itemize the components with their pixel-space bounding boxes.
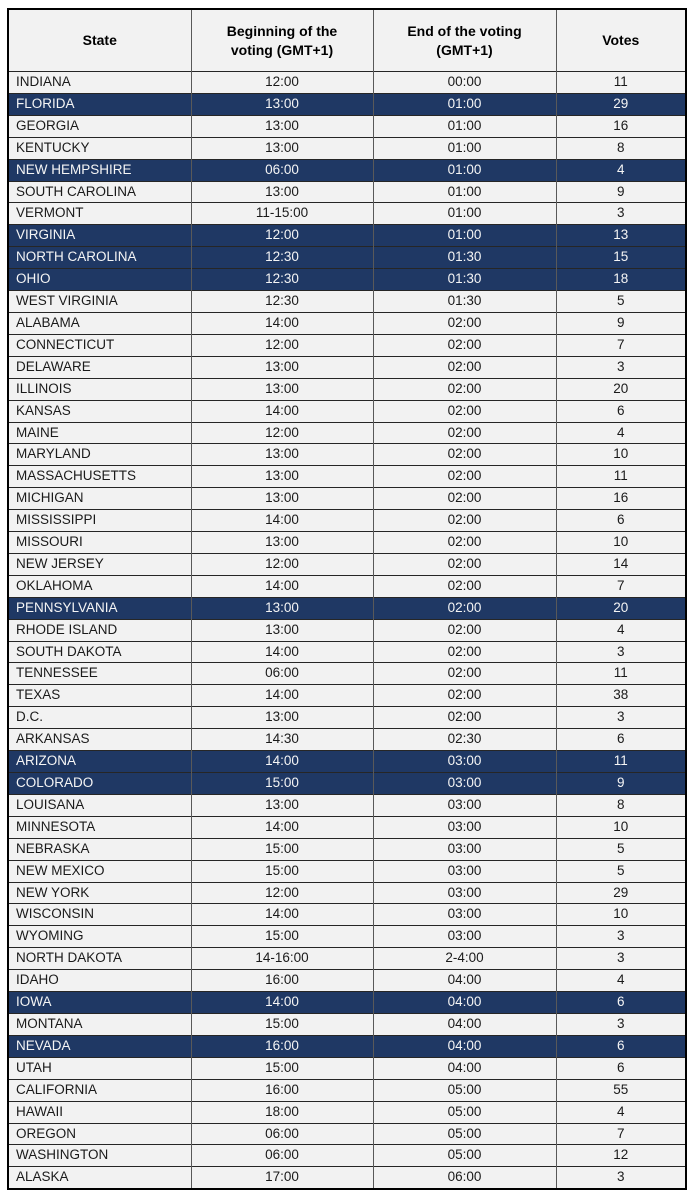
table-row (8, 794, 686, 816)
table-row (8, 926, 686, 948)
end-time-cell: 02:00 (373, 312, 556, 334)
table-row (8, 444, 686, 466)
end-time-cell: 02:00 (373, 356, 556, 378)
begin-time-cell: 11-15:00 (191, 203, 373, 225)
table-row (8, 1101, 686, 1123)
end-time-cell: 03:00 (373, 926, 556, 948)
end-time-cell: 02:00 (373, 597, 556, 619)
table-row (8, 400, 686, 422)
state-cell: WASHINGTON (8, 1145, 191, 1167)
end-time-cell: 01:30 (373, 247, 556, 269)
state-cell: UTAH (8, 1057, 191, 1079)
state-cell: PENNSYLVANIA (8, 597, 191, 619)
state-cell: MONTANA (8, 1013, 191, 1035)
begin-time-cell: 16:00 (191, 970, 373, 992)
state-cell: NEBRASKA (8, 838, 191, 860)
end-time-cell: 02:00 (373, 532, 556, 554)
votes-cell: 3 (556, 926, 686, 948)
table-row (8, 619, 686, 641)
table-row (8, 225, 686, 247)
votes-cell: 29 (556, 882, 686, 904)
voting-table (7, 8, 687, 1190)
begin-time-cell: 12:00 (191, 334, 373, 356)
state-cell: MICHIGAN (8, 488, 191, 510)
votes-cell: 10 (556, 904, 686, 926)
begin-time-cell: 15:00 (191, 860, 373, 882)
state-cell: ALABAMA (8, 312, 191, 334)
end-time-cell: 02:00 (373, 707, 556, 729)
state-cell: NEVADA (8, 1035, 191, 1057)
end-time-cell: 04:00 (373, 1013, 556, 1035)
begin-time-cell: 13:00 (191, 532, 373, 554)
votes-cell: 4 (556, 619, 686, 641)
state-cell: KENTUCKY (8, 137, 191, 159)
table-row (8, 488, 686, 510)
table-row (8, 356, 686, 378)
votes-cell: 12 (556, 1145, 686, 1167)
table-row (8, 1035, 686, 1057)
state-cell: ALASKA (8, 1167, 191, 1189)
state-cell: INDIANA (8, 72, 191, 94)
table-row (8, 510, 686, 532)
votes-cell: 9 (556, 181, 686, 203)
end-time-cell: 02:00 (373, 444, 556, 466)
votes-cell: 20 (556, 378, 686, 400)
table-header (8, 9, 686, 72)
table-row (8, 992, 686, 1014)
table-row (8, 115, 686, 137)
state-cell: MAINE (8, 422, 191, 444)
state-cell: MARYLAND (8, 444, 191, 466)
votes-cell: 16 (556, 488, 686, 510)
votes-cell: 6 (556, 992, 686, 1014)
begin-time-cell: 13:00 (191, 137, 373, 159)
votes-cell: 4 (556, 159, 686, 181)
votes-cell: 9 (556, 312, 686, 334)
state-cell: FLORIDA (8, 93, 191, 115)
begin-time-cell: 12:30 (191, 269, 373, 291)
state-cell: SOUTH DAKOTA (8, 641, 191, 663)
header-votes: Votes (556, 9, 686, 72)
end-time-cell: 02:00 (373, 685, 556, 707)
end-time-cell: 01:30 (373, 291, 556, 313)
table-row (8, 663, 686, 685)
table-row (8, 312, 686, 334)
begin-time-cell: 14:00 (191, 641, 373, 663)
end-time-cell: 03:00 (373, 751, 556, 773)
votes-cell: 11 (556, 72, 686, 94)
begin-time-cell: 14:00 (191, 816, 373, 838)
begin-time-cell: 12:00 (191, 225, 373, 247)
table-row (8, 466, 686, 488)
state-cell: LOUISANA (8, 794, 191, 816)
state-cell: D.C. (8, 707, 191, 729)
state-cell: NEW JERSEY (8, 553, 191, 575)
table-row (8, 1123, 686, 1145)
begin-time-cell: 12:00 (191, 422, 373, 444)
end-time-cell: 05:00 (373, 1079, 556, 1101)
state-cell: WISCONSIN (8, 904, 191, 926)
begin-time-cell: 14:00 (191, 685, 373, 707)
begin-time-cell: 16:00 (191, 1035, 373, 1057)
state-cell: OHIO (8, 269, 191, 291)
begin-time-cell: 13:00 (191, 93, 373, 115)
table-row (8, 641, 686, 663)
begin-time-cell: 06:00 (191, 663, 373, 685)
state-cell: OREGON (8, 1123, 191, 1145)
state-cell: MASSACHUSETTS (8, 466, 191, 488)
end-time-cell: 01:00 (373, 181, 556, 203)
begin-time-cell: 06:00 (191, 1123, 373, 1145)
end-time-cell: 05:00 (373, 1145, 556, 1167)
votes-cell: 7 (556, 334, 686, 356)
table-row (8, 181, 686, 203)
begin-time-cell: 17:00 (191, 1167, 373, 1189)
votes-cell: 15 (556, 247, 686, 269)
end-time-cell: 04:00 (373, 1057, 556, 1079)
begin-time-cell: 13:00 (191, 356, 373, 378)
table-row (8, 904, 686, 926)
begin-time-cell: 12:00 (191, 882, 373, 904)
end-time-cell: 04:00 (373, 970, 556, 992)
table-row (8, 334, 686, 356)
header-row (8, 9, 686, 72)
end-time-cell: 03:00 (373, 816, 556, 838)
end-time-cell: 03:00 (373, 773, 556, 795)
state-cell: RHODE ISLAND (8, 619, 191, 641)
votes-cell: 38 (556, 685, 686, 707)
begin-time-cell: 14:00 (191, 992, 373, 1014)
table-row (8, 291, 686, 313)
begin-time-cell: 18:00 (191, 1101, 373, 1123)
header-state: State (8, 9, 191, 72)
end-time-cell: 03:00 (373, 794, 556, 816)
end-time-cell: 04:00 (373, 992, 556, 1014)
votes-cell: 4 (556, 1101, 686, 1123)
votes-cell: 10 (556, 444, 686, 466)
state-cell: MISSOURI (8, 532, 191, 554)
votes-cell: 14 (556, 553, 686, 575)
end-time-cell: 02:00 (373, 466, 556, 488)
votes-cell: 6 (556, 1057, 686, 1079)
table-row (8, 72, 686, 94)
votes-cell: 3 (556, 641, 686, 663)
votes-cell: 10 (556, 816, 686, 838)
votes-cell: 5 (556, 291, 686, 313)
begin-time-cell: 13:00 (191, 597, 373, 619)
state-cell: GEORGIA (8, 115, 191, 137)
header-end-voting: End of the voting (GMT+1) (373, 9, 556, 72)
end-time-cell: 05:00 (373, 1101, 556, 1123)
end-time-cell: 02:00 (373, 619, 556, 641)
votes-cell: 5 (556, 838, 686, 860)
table-row (8, 269, 686, 291)
end-time-cell: 02:00 (373, 641, 556, 663)
table-row (8, 729, 686, 751)
votes-cell: 11 (556, 663, 686, 685)
table-row (8, 93, 686, 115)
table-row (8, 773, 686, 795)
table-row (8, 1057, 686, 1079)
state-cell: NORTH DAKOTA (8, 948, 191, 970)
state-cell: KANSAS (8, 400, 191, 422)
begin-time-cell: 15:00 (191, 926, 373, 948)
begin-time-cell: 15:00 (191, 838, 373, 860)
end-time-cell: 05:00 (373, 1123, 556, 1145)
table-row (8, 816, 686, 838)
end-time-cell: 02:00 (373, 663, 556, 685)
end-time-cell: 02:00 (373, 400, 556, 422)
table-row (8, 378, 686, 400)
begin-time-cell: 13:00 (191, 488, 373, 510)
table-row (8, 1079, 686, 1101)
state-cell: MISSISSIPPI (8, 510, 191, 532)
begin-time-cell: 14:00 (191, 400, 373, 422)
begin-time-cell: 14:00 (191, 904, 373, 926)
state-cell: HAWAII (8, 1101, 191, 1123)
state-cell: ARIZONA (8, 751, 191, 773)
state-cell: CONNECTICUT (8, 334, 191, 356)
votes-cell: 8 (556, 137, 686, 159)
table-row (8, 575, 686, 597)
end-time-cell: 02:00 (373, 378, 556, 400)
votes-cell: 3 (556, 948, 686, 970)
end-time-cell: 01:00 (373, 225, 556, 247)
state-cell: IOWA (8, 992, 191, 1014)
state-cell: CALIFORNIA (8, 1079, 191, 1101)
end-time-cell: 00:00 (373, 72, 556, 94)
votes-cell: 29 (556, 93, 686, 115)
begin-time-cell: 15:00 (191, 1013, 373, 1035)
votes-cell: 3 (556, 203, 686, 225)
votes-cell: 3 (556, 356, 686, 378)
state-cell: SOUTH CAROLINA (8, 181, 191, 203)
state-cell: WYOMING (8, 926, 191, 948)
end-time-cell: 03:00 (373, 904, 556, 926)
table-row (8, 685, 686, 707)
begin-time-cell: 13:00 (191, 115, 373, 137)
votes-cell: 11 (556, 466, 686, 488)
table-row (8, 247, 686, 269)
end-time-cell: 03:00 (373, 882, 556, 904)
state-cell: MINNESOTA (8, 816, 191, 838)
votes-cell: 3 (556, 1013, 686, 1035)
votes-cell: 13 (556, 225, 686, 247)
end-time-cell: 03:00 (373, 860, 556, 882)
begin-time-cell: 13:00 (191, 619, 373, 641)
begin-time-cell: 13:00 (191, 444, 373, 466)
begin-time-cell: 12:30 (191, 291, 373, 313)
header-begin-voting: Beginning of the voting (GMT+1) (191, 9, 373, 72)
begin-time-cell: 12:00 (191, 72, 373, 94)
table-row (8, 838, 686, 860)
begin-time-cell: 14:00 (191, 510, 373, 532)
end-time-cell: 02:00 (373, 553, 556, 575)
begin-time-cell: 16:00 (191, 1079, 373, 1101)
begin-time-cell: 13:00 (191, 707, 373, 729)
begin-time-cell: 15:00 (191, 1057, 373, 1079)
end-time-cell: 04:00 (373, 1035, 556, 1057)
end-time-cell: 02:00 (373, 422, 556, 444)
state-cell: IDAHO (8, 970, 191, 992)
end-time-cell: 02:00 (373, 575, 556, 597)
votes-cell: 6 (556, 510, 686, 532)
begin-time-cell: 13:00 (191, 794, 373, 816)
table-row (8, 970, 686, 992)
state-cell: ARKANSAS (8, 729, 191, 751)
table-row (8, 137, 686, 159)
state-cell: TENNESSEE (8, 663, 191, 685)
votes-cell: 4 (556, 970, 686, 992)
end-time-cell: 02:30 (373, 729, 556, 751)
votes-cell: 8 (556, 794, 686, 816)
table-body (8, 72, 686, 1190)
state-cell: NEW HEMPSHIRE (8, 159, 191, 181)
end-time-cell: 01:00 (373, 203, 556, 225)
votes-cell: 10 (556, 532, 686, 554)
votes-cell: 7 (556, 1123, 686, 1145)
table-row (8, 203, 686, 225)
table-row (8, 882, 686, 904)
end-time-cell: 01:00 (373, 93, 556, 115)
votes-cell: 11 (556, 751, 686, 773)
state-cell: TEXAS (8, 685, 191, 707)
table-row (8, 159, 686, 181)
table-row (8, 751, 686, 773)
begin-time-cell: 06:00 (191, 1145, 373, 1167)
table-row (8, 597, 686, 619)
table-row (8, 707, 686, 729)
begin-time-cell: 12:00 (191, 553, 373, 575)
votes-cell: 9 (556, 773, 686, 795)
table-row (8, 1145, 686, 1167)
state-cell: COLORADO (8, 773, 191, 795)
table-row (8, 532, 686, 554)
end-time-cell: 01:30 (373, 269, 556, 291)
end-time-cell: 2-4:00 (373, 948, 556, 970)
state-cell: VERMONT (8, 203, 191, 225)
end-time-cell: 06:00 (373, 1167, 556, 1189)
begin-time-cell: 14-16:00 (191, 948, 373, 970)
votes-cell: 20 (556, 597, 686, 619)
table-row (8, 948, 686, 970)
end-time-cell: 01:00 (373, 115, 556, 137)
votes-cell: 16 (556, 115, 686, 137)
end-time-cell: 01:00 (373, 137, 556, 159)
begin-time-cell: 13:00 (191, 181, 373, 203)
votes-cell: 4 (556, 422, 686, 444)
votes-cell: 6 (556, 729, 686, 751)
state-cell: DELAWARE (8, 356, 191, 378)
end-time-cell: 01:00 (373, 159, 556, 181)
state-cell: ILLINOIS (8, 378, 191, 400)
votes-cell: 5 (556, 860, 686, 882)
state-cell: OKLAHOMA (8, 575, 191, 597)
begin-time-cell: 12:30 (191, 247, 373, 269)
table-row (8, 422, 686, 444)
end-time-cell: 02:00 (373, 510, 556, 532)
votes-cell: 7 (556, 575, 686, 597)
begin-time-cell: 14:00 (191, 575, 373, 597)
votes-cell: 18 (556, 269, 686, 291)
table-row (8, 553, 686, 575)
end-time-cell: 02:00 (373, 488, 556, 510)
votes-cell: 6 (556, 400, 686, 422)
end-time-cell: 02:00 (373, 334, 556, 356)
end-time-cell: 03:00 (373, 838, 556, 860)
votes-cell: 3 (556, 707, 686, 729)
begin-time-cell: 14:30 (191, 729, 373, 751)
votes-cell: 55 (556, 1079, 686, 1101)
table-row (8, 1013, 686, 1035)
state-cell: NEW MEXICO (8, 860, 191, 882)
votes-cell: 6 (556, 1035, 686, 1057)
begin-time-cell: 14:00 (191, 312, 373, 334)
state-cell: WEST VIRGINIA (8, 291, 191, 313)
begin-time-cell: 14:00 (191, 751, 373, 773)
state-cell: VIRGINIA (8, 225, 191, 247)
table-row (8, 1167, 686, 1189)
begin-time-cell: 06:00 (191, 159, 373, 181)
votes-cell: 3 (556, 1167, 686, 1189)
begin-time-cell: 13:00 (191, 466, 373, 488)
state-cell: NORTH CAROLINA (8, 247, 191, 269)
begin-time-cell: 13:00 (191, 378, 373, 400)
state-cell: NEW YORK (8, 882, 191, 904)
table-row (8, 860, 686, 882)
begin-time-cell: 15:00 (191, 773, 373, 795)
